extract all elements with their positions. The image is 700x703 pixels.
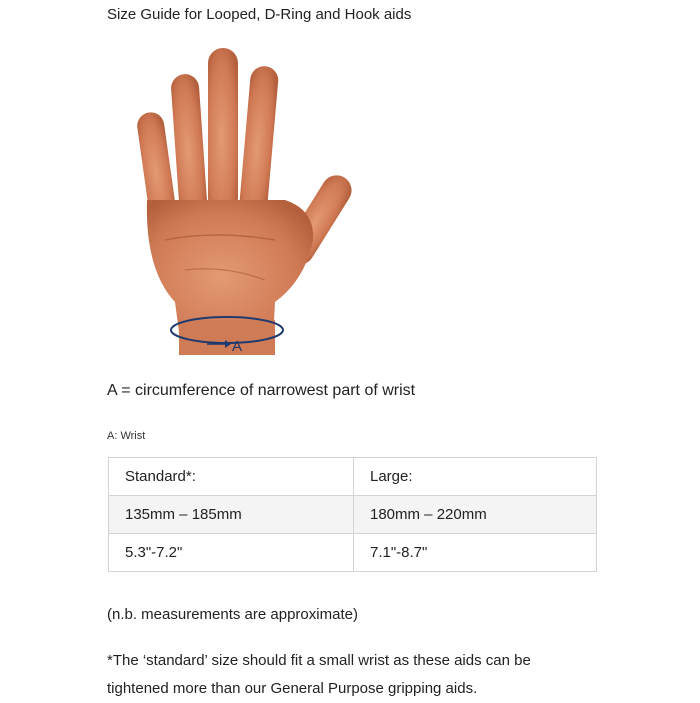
table-cell: 5.3"-7.2"	[109, 534, 354, 572]
size-table	[108, 457, 597, 572]
table-cell: Large:	[354, 458, 597, 496]
table-row	[109, 458, 597, 496]
table-row	[109, 534, 597, 572]
table-caption: A: Wrist	[107, 430, 146, 442]
table-cell: 180mm – 220mm	[354, 496, 597, 534]
approximation-note: (n.b. measurements are approximate)	[107, 606, 358, 623]
wrist-marker-label: A	[232, 338, 243, 355]
wrist-definition: A = circumference of narrowest part of wrist	[107, 382, 416, 399]
table-row	[109, 496, 597, 534]
hand-icon	[135, 40, 355, 365]
table-cell: 135mm – 185mm	[109, 496, 354, 534]
table-cell: 7.1"-8.7"	[354, 534, 597, 572]
standard-size-footnote	[107, 647, 607, 703]
footnote-line: tightened more than our General Purpose gripping aids.	[107, 680, 478, 697]
footnote-line: *The ‘standard’ size should fit a small wrist as these aids can be	[107, 652, 531, 669]
page-title: Size Guide for Looped, D-Ring and Hook aids	[107, 6, 412, 23]
hand-illustration	[135, 40, 355, 365]
table-cell: Standard*:	[109, 458, 354, 496]
